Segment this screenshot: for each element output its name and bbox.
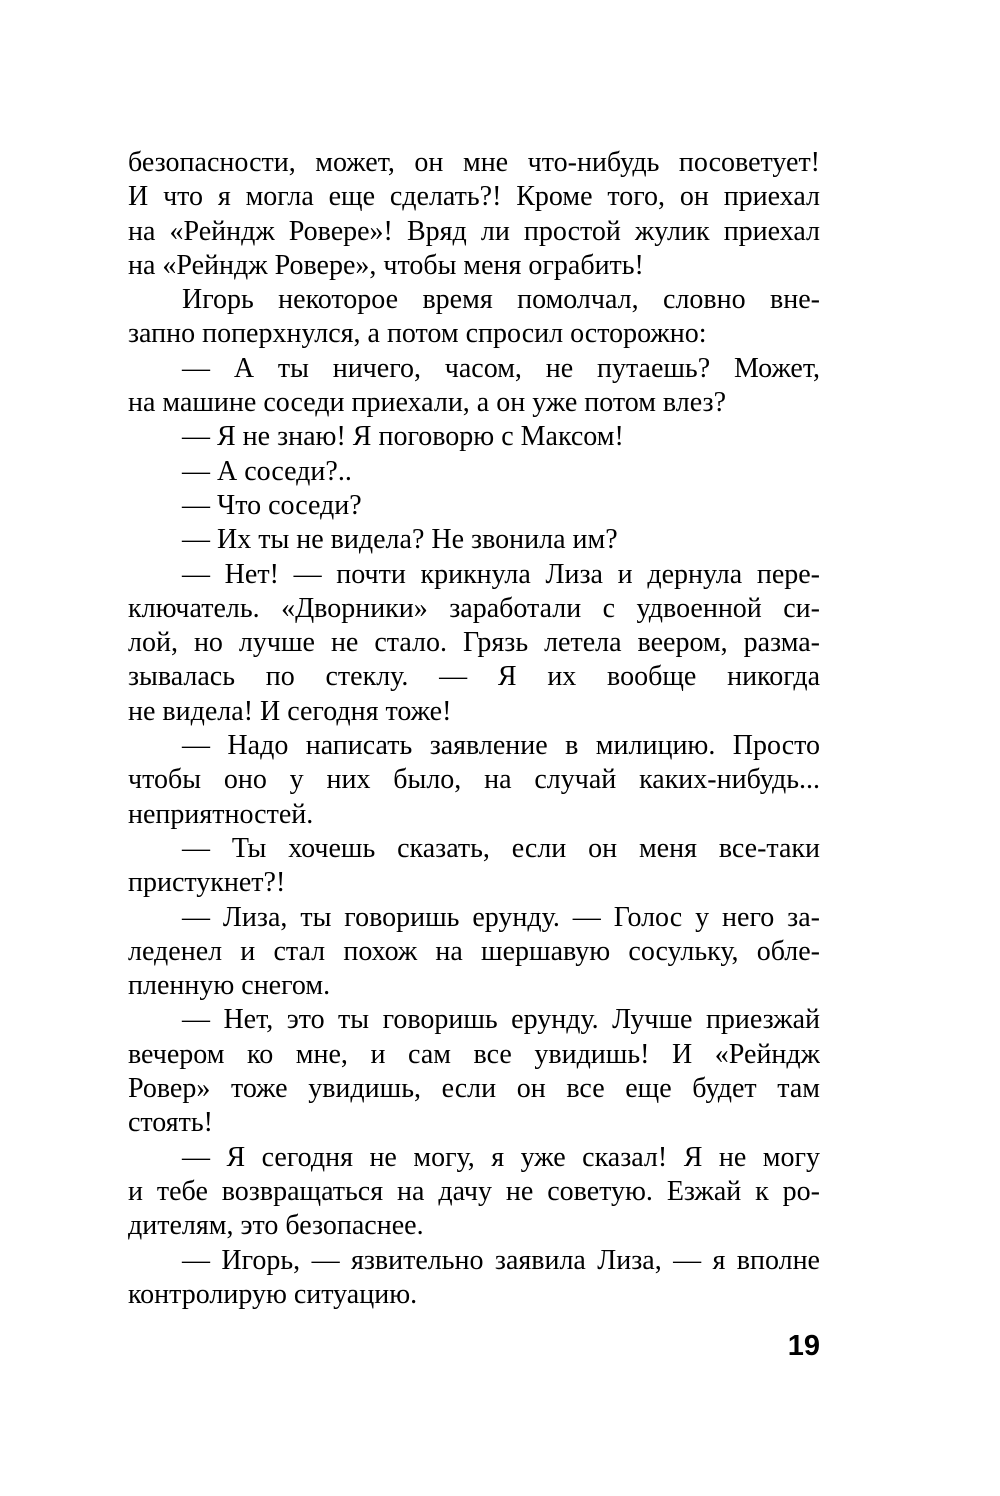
text-line: — Нет! — почти крикнула Лиза и дернула пере- [182, 558, 820, 590]
text-line: контролирую ситуацию. [128, 1278, 418, 1310]
text-line: зывалась по стеклу. — Я их вообще никогда [128, 661, 820, 693]
page-number: 19 [787, 1330, 820, 1362]
text-line: неприятностей. [128, 798, 314, 830]
text-line: и тебе возвращаться на дачу не советую. Езжай к ро- [128, 1175, 820, 1207]
text-line: — Что соседи? [182, 489, 362, 521]
text-line: ключатель. «Дворники» заработали с удвоенной си- [128, 592, 820, 624]
text-line: Ровер» тоже увидишь, если он все еще будет там [128, 1073, 820, 1105]
text-line: пленную снегом. [128, 970, 331, 1002]
text-line: — Я не знаю! Я поговорю с Максом! [182, 421, 624, 453]
text-line: Игорь некоторое время помолчал, словно вне- [182, 284, 820, 316]
text-line: — А ты ничего, часом, не путаешь? Может, [182, 352, 820, 384]
text-line: вечером ко мне, и сам все увидишь! И «Рейндж [128, 1038, 820, 1070]
text-line: — Я сегодня не могу, я уже сказал! Я не могу [182, 1141, 820, 1173]
body-text [128, 146, 820, 1312]
text-line: — Надо написать заявление в милицию. Просто [182, 730, 820, 762]
text-line: дителям, это безопаснее. [128, 1210, 424, 1242]
text-line: на «Рейндж Ровере», чтобы меня ограбить! [128, 249, 644, 281]
text-line: — Их ты не видела? Не звонила им? [182, 524, 618, 556]
text-line: не видела! И сегодня тоже! [128, 695, 452, 727]
text-line: — Игорь, — язвительно заявила Лиза, — я вполне [182, 1244, 820, 1276]
text-line: на «Рейндж Ровере»! Вряд ли простой жулик приехал [128, 215, 820, 247]
text-line: — А соседи?.. [182, 455, 352, 487]
text-line: пристукнет?! [128, 867, 286, 899]
text-line: — Нет, это ты говоришь ерунду. Лучше приезжай [182, 1004, 820, 1036]
text-line: чтобы оно у них было, на случай каких-нибудь... [128, 764, 820, 796]
text-line: — Лиза, ты говоришь ерунду. — Голос у него за- [182, 901, 820, 933]
text-line: И что я могла еще сделать?! Кроме того, он приехал [128, 181, 820, 213]
text-line: безопасности, может, он мне что-нибудь посоветует! [128, 147, 820, 178]
text-line: запно поперхнулся, а потом спросил осторожно: [128, 318, 707, 350]
text-line: — Ты хочешь сказать, если он меня все-таки [182, 832, 820, 864]
text-line: леденел и стал похож на шершавую сосульку, обле- [128, 935, 820, 967]
text-line: лой, но лучше не стало. Грязь летела веером, разма- [128, 627, 820, 659]
text-line: стоять! [128, 1107, 213, 1139]
text-line: на машине соседи приехали, а он уже потом влез? [128, 387, 726, 419]
